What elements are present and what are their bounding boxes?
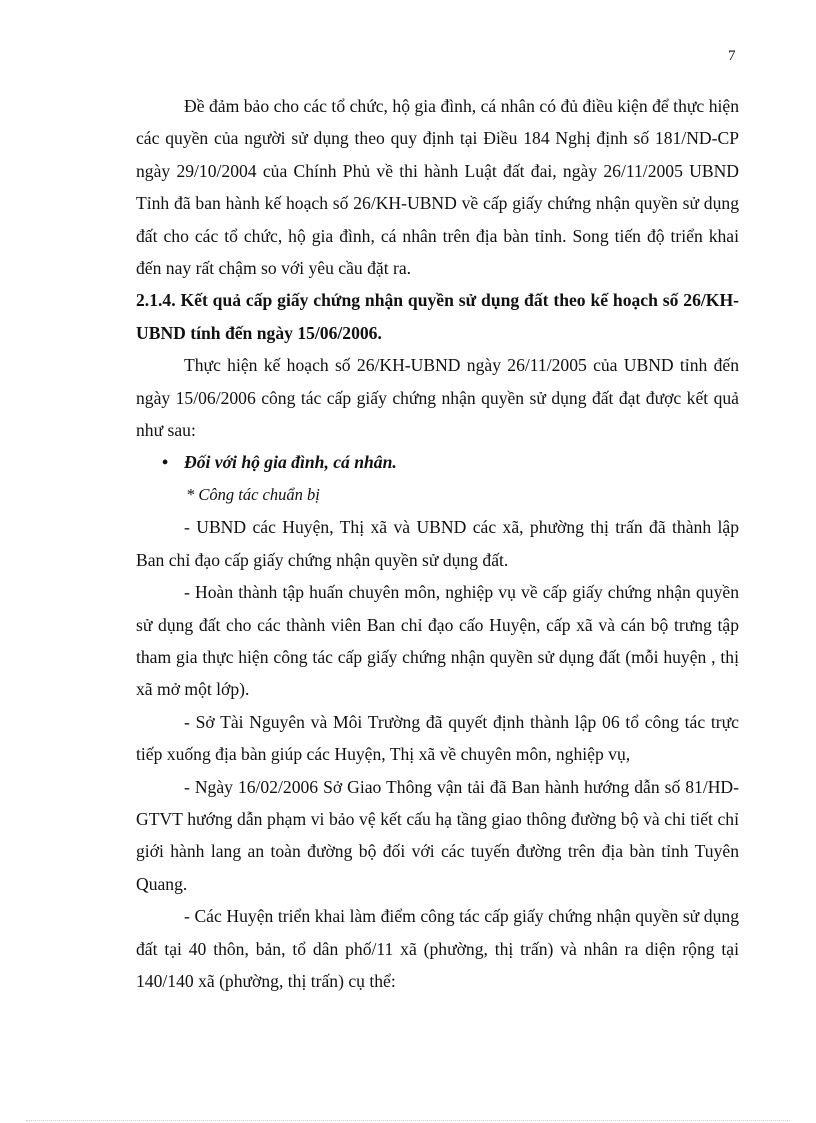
intro-paragraph: Đề đảm bảo cho các tổ chức, hộ gia đình, cá nhân có đủ điều kiện để thực hiện các quyền của người sử dụng theo quy định tại Điều 184 Nghị định số 181/ND-CP ngày 29/10/2004 của Chính Phủ về thi hành Luật đất đai, ngày 26/11/2005 UBND Tỉnh đã ban hành kế hoạch số 26/KH-UBND về cấp giấy chứng nhận quyền sử dụng đất cho các tổ chức, hộ gia đình, cá nhân trên địa bàn tỉnh. Song tiến độ triển khai đến nay rất chậm so với yêu cầu đặt ra. (136, 96, 739, 279)
page-number: 7 (728, 48, 736, 64)
bullet-item-households (136, 446, 739, 478)
bullet-label: Đối với hộ gia đình, cá nhân. (184, 452, 397, 473)
section-heading: 2.1.4. Kết quả cấp giấy chứng nhận quyền sử dụng đất theo kế hoạch số 26/KH-UBND tính đến ngày 15/06/2006. (136, 290, 739, 343)
results-intro-paragraph: Thực hiện kế hoạch số 26/KH-UBND ngày 26/11/2005 của UBND tỉnh đến ngày 15/06/2006 công tác cấp giấy chứng nhận quyền sử dụng đất đạt được kết quả như sau: (136, 355, 739, 441)
list-item: - UBND các Huyện, Thị xã và UBND các xã, phường thị trấn đã thành lập Ban chỉ đạo cấp giấy chứng nhận quyền sử dụng đất. (136, 517, 739, 570)
list-item: - Các Huyện triển khai làm điểm công tác cấp giấy chứng nhận quyền sử dụng đất tại 40 thôn, bản, tổ dân phố/11 xã (phường, thị trấn) và nhân ra diện rộng tại 140/140 xã (phường, thị trấn) cụ thể: (136, 906, 739, 991)
list-item: - Ngày 16/02/2006 Sở Giao Thông vận tải đã Ban hành hướng dẫn số 81/HD-GTVT hướng dẫn phạm vi bảo vệ kết cấu hạ tầng giao thông đường bộ và chi tiết chỉ giới hành lang an toàn đường bộ đối với các tuyến đường trên địa bàn tỉnh Tuyên Quang. (136, 776, 739, 894)
bullet-dot-icon: • (162, 452, 169, 473)
page-body (136, 90, 739, 997)
list-item: - Sở Tài Nguyên và Môi Trường đã quyết định thành lập 06 tổ công tác trực tiếp xuống địa bàn giúp các Huyện, Thị xã về chuyên môn, nghiệp vụ, (136, 711, 739, 765)
list-item: - Hoàn thành tập huấn chuyên môn, nghiệp vụ về cấp giấy chứng nhận quyền sử dụng đất cho các thành viên Ban chỉ đạo cấo Huyện, cấp xã và cán bộ trưng tập tham gia thực hiện công tác cấp giấy chứng nhận quyền sử dụng đất (mỗi huyện , thị xã mở một lớp). (136, 582, 739, 700)
preparation-subheading: * Công tác chuẩn bị (186, 484, 320, 504)
page-bottom-divider (26, 1120, 790, 1121)
